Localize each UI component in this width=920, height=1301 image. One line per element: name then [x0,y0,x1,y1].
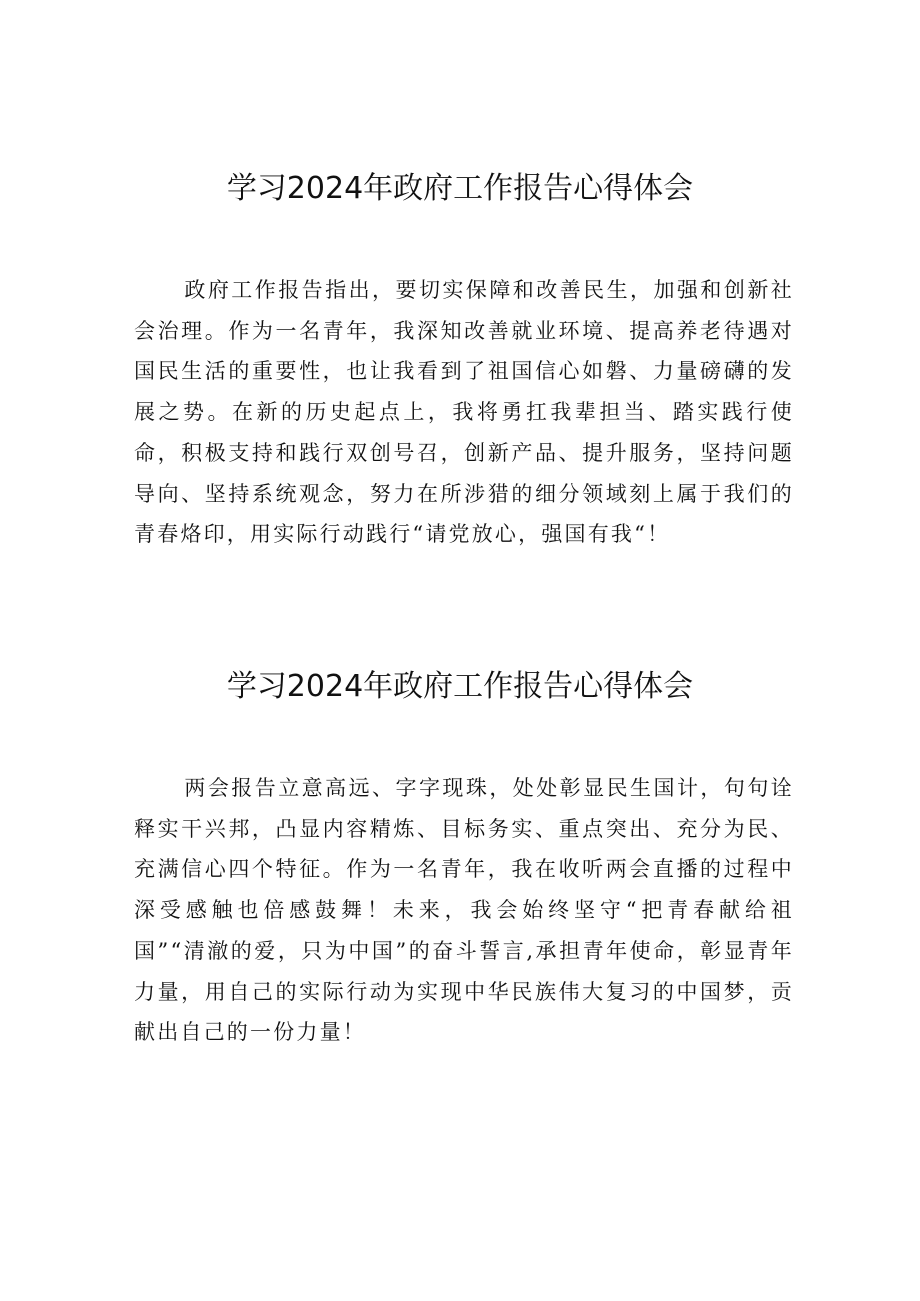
article-title: 学习2024年政府工作报告心得体会 [226,669,694,704]
article-section-2 [0,663,920,1045]
article-paragraph: 两会报告立意高远、字字现珠，处处彰显民生国计，句句诠释实干兴邦，凸显内容精炼、目标务实、重点突出、充分为民、充满信心四个特征。作为一名青年，我在收听两会直播的过程中深受感触也倍感鼓舞！未来，我会始终坚守“把青春献给祖国”“清澈的爱，只为中国”的奋斗誓言,承担青年使命，彰显青年力量，用自己的实际行动为实现中华民族伟大复习的中国梦，贡献出自己的一份力量！ [134,776,794,1045]
article-paragraph: 政府工作报告指出，要切实保障和改善民生，加强和创新社会治理。作为一名青年，我深知改善就业环境、提高养老待遇对国民生活的重要性，也让我看到了祖国信心如磐、力量磅礴的发展之势。在新的历史起点上，我将勇扛我辈担当、踏实践行使命，积极支持和践行双创号召，创新产品、提升服务，坚持问题导向、坚持系统观念，努力在所涉猎的细分领域刻上属于我们的青春烙印，用实际行动践行“请党放心，强国有我“！ [134,278,794,547]
article-title: 学习2024年政府工作报告心得体会 [226,171,694,206]
article-section-1 [0,165,920,547]
